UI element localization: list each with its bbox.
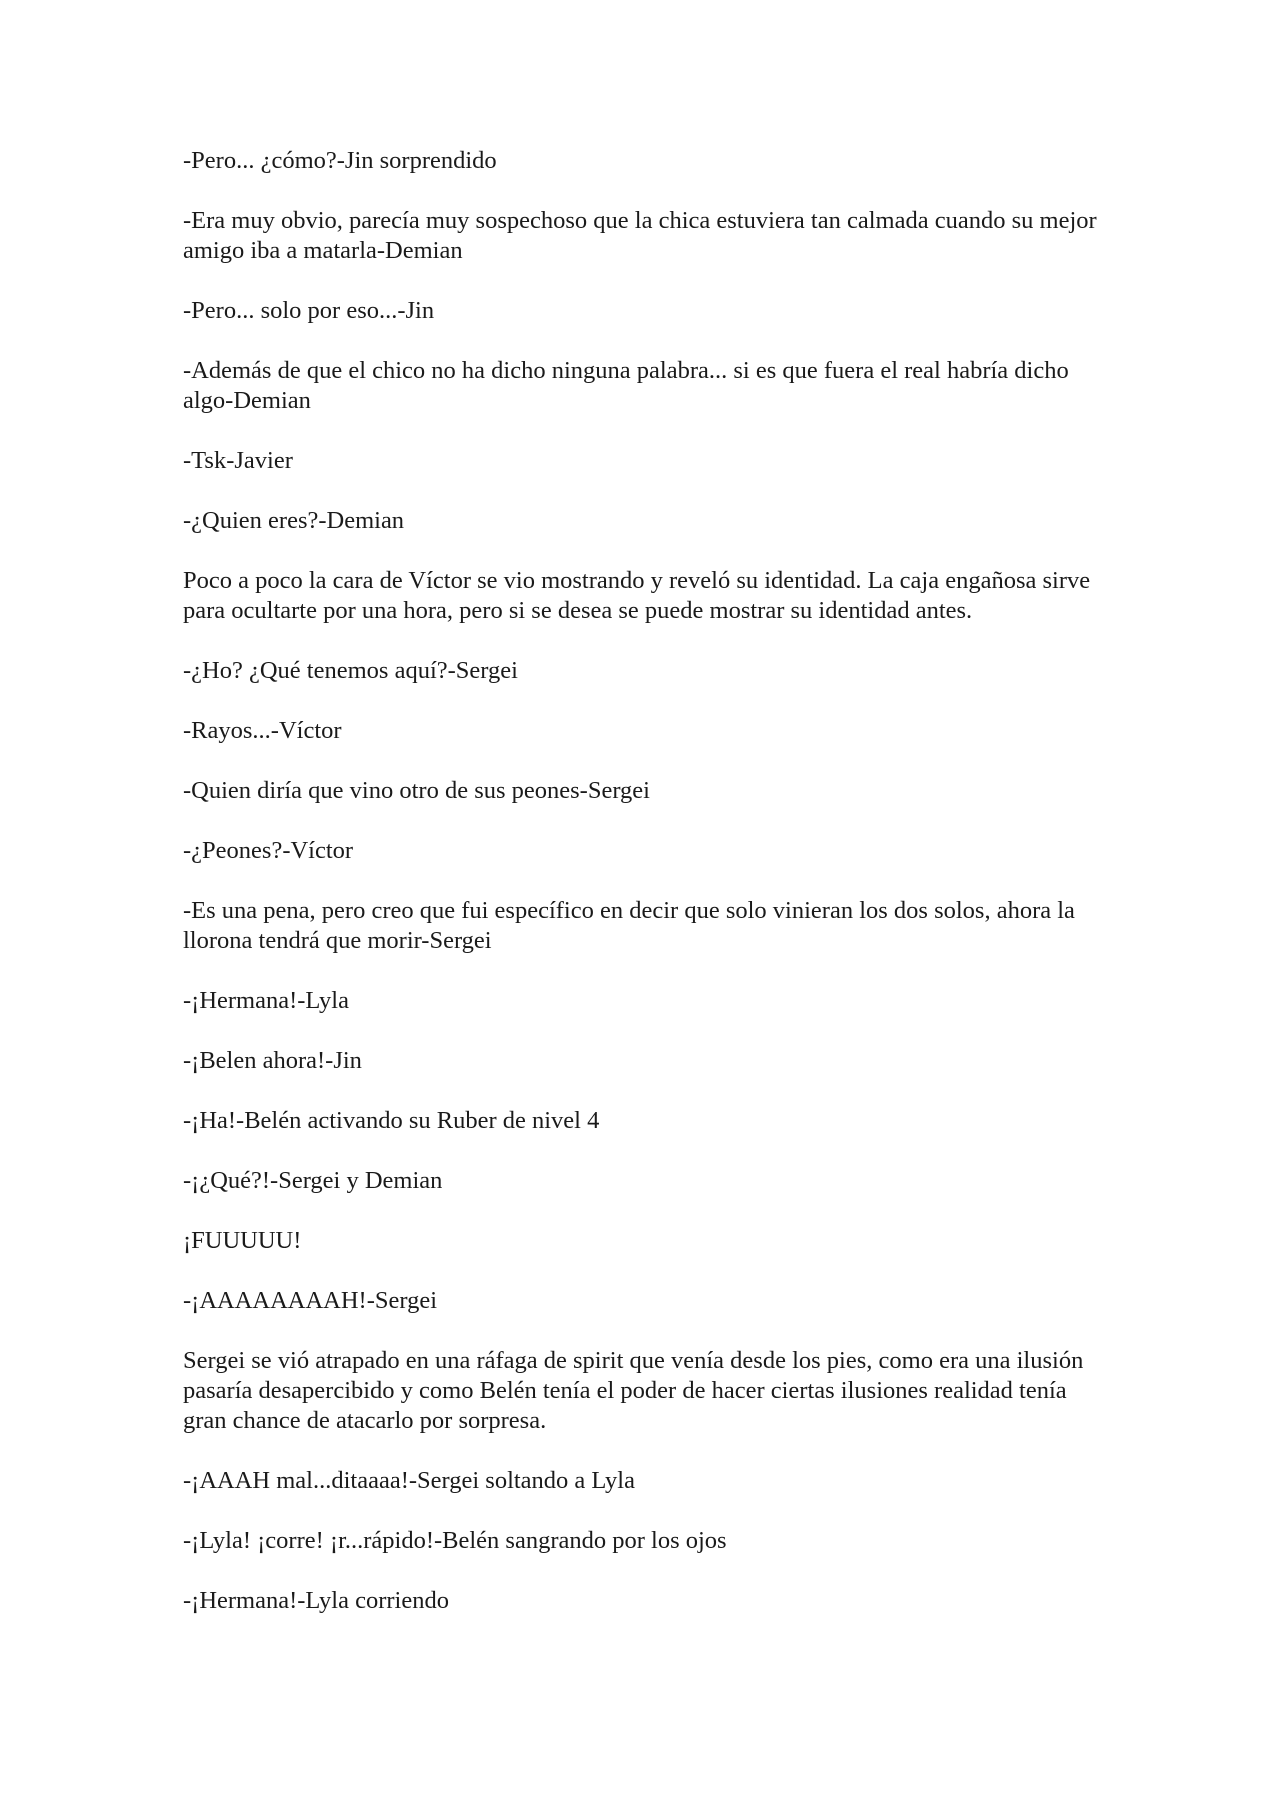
paragraph: -¡Lyla! ¡corre! ¡r...rápido!-Belén sangrando por los ojos bbox=[183, 1527, 727, 1554]
paragraph: -¡AAAAAAAAH!-Sergei bbox=[183, 1287, 438, 1314]
paragraph: ¡FUUUUU! bbox=[183, 1227, 302, 1254]
paragraph: -Pero... ¿cómo?-Jin sorprendido bbox=[183, 147, 497, 174]
paragraph: -¡Hermana!-Lyla corriendo bbox=[183, 1587, 449, 1614]
paragraph: -¡Hermana!-Lyla bbox=[183, 987, 349, 1014]
paragraph: -¡Belen ahora!-Jin bbox=[183, 1047, 362, 1074]
paragraph: -¿Quien eres?-Demian bbox=[183, 507, 405, 534]
paragraph: -Quien diría que vino otro de sus peones-Sergei bbox=[183, 777, 650, 804]
paragraph: Sergei se vió atrapado en una ráfaga de spirit que venía desde los pies, como era una ilusión pasaría desapercibido y como Belén tenía el poder de hacer ciertas ilusiones realidad tenía gran chance de atacarlo por sorpresa. bbox=[183, 1347, 1084, 1434]
paragraph: -Además de que el chico no ha dicho ninguna palabra... si es que fuera el real habría dicho algo-Demian bbox=[183, 357, 1069, 414]
paragraph: Poco a poco la cara de Víctor se vio mostrando y reveló su identidad. La caja engañosa sirve para ocultarte por una hora, pero si se desea se puede mostrar su identidad antes. bbox=[183, 567, 1091, 624]
paragraph: -¿Peones?-Víctor bbox=[183, 837, 354, 864]
paragraph: -Es una pena, pero creo que fui específico en decir que solo vinieran los dos solos, ahora la llorona tendrá que morir-Sergei bbox=[183, 897, 1075, 954]
paragraph: -¡AAAH mal...ditaaaa!-Sergei soltando a Lyla bbox=[183, 1467, 635, 1494]
paragraph: -¿Ho? ¿Qué tenemos aquí?-Sergei bbox=[183, 657, 518, 684]
paragraph: -Rayos...-Víctor bbox=[183, 717, 342, 744]
paragraph: -Era muy obvio, parecía muy sospechoso que la chica estuviera tan calmada cuando su mejor amigo iba a matarla-Demian bbox=[183, 207, 1097, 264]
paragraph: -¡Ha!-Belén activando su Ruber de nivel 4 bbox=[183, 1107, 600, 1134]
document-body bbox=[183, 146, 1103, 1646]
paragraph: -¡¿Qué?!-Sergei y Demian bbox=[183, 1167, 443, 1194]
paragraph: -Tsk-Javier bbox=[183, 447, 293, 474]
paragraph: -Pero... solo por eso...-Jin bbox=[183, 297, 435, 324]
